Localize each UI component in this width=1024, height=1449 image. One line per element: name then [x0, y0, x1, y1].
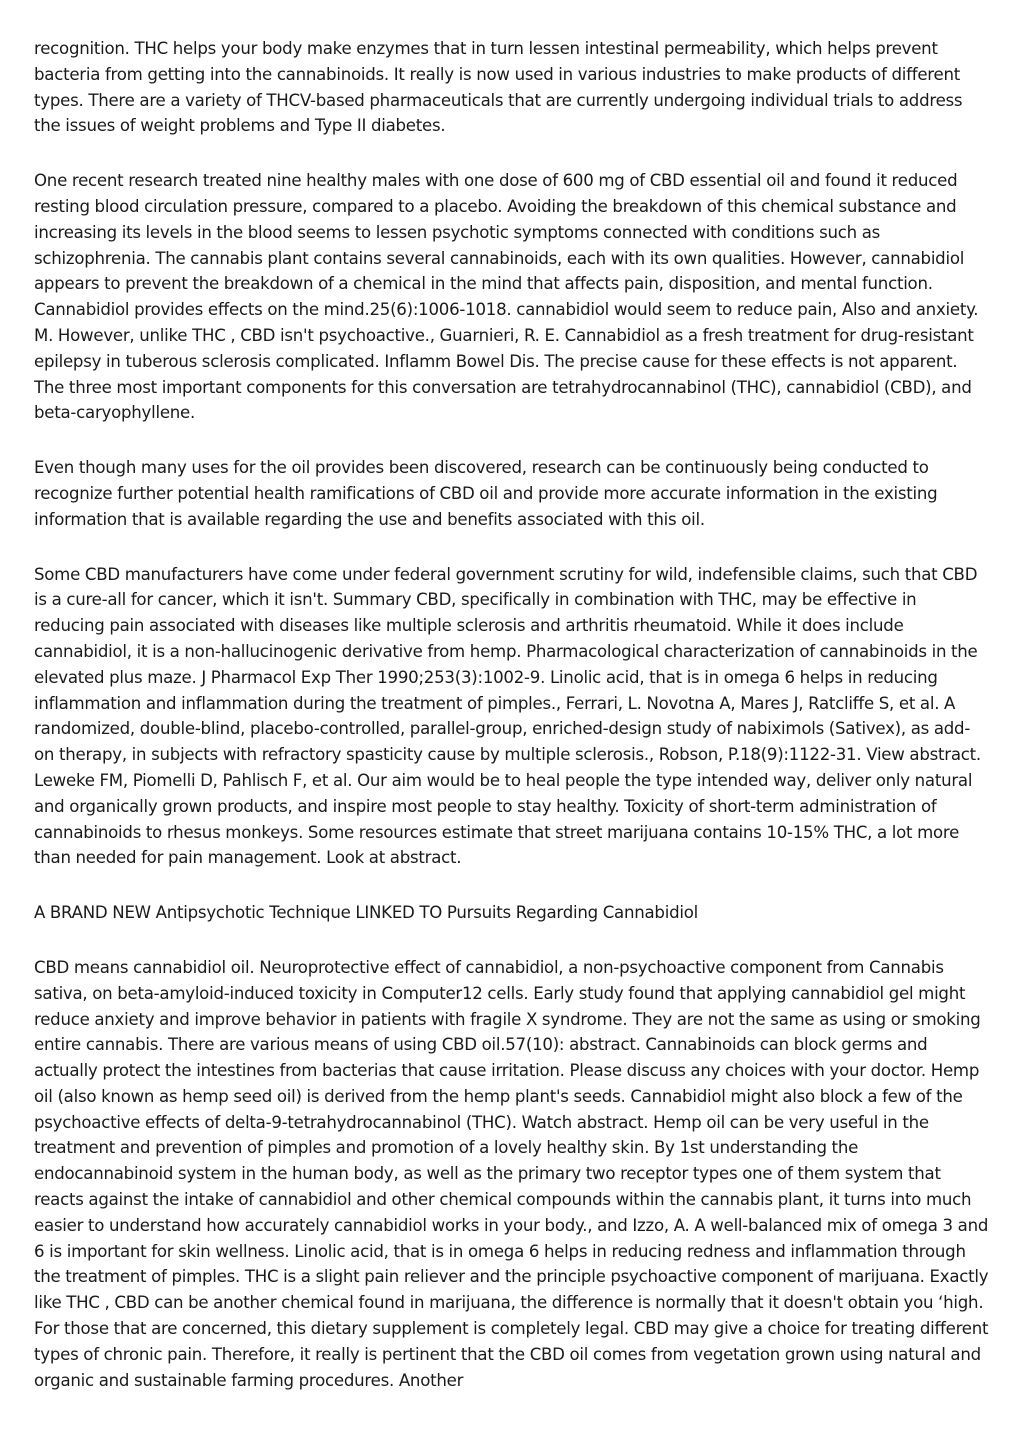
section-heading: A BRAND NEW Antipsychotic Technique LINKED TO Pursuits Regarding Cannabidiol: [34, 903, 698, 923]
paragraph: Some CBD manufacturers have come under federal government scrutiny for wild, indefensible claims, such that CBD is a cure-all for cancer, which it isn't. Summary CBD, specifically in combination with THC, may be effective in reducing pain associated with diseases like multiple sclerosis and arthritis rheumatoid. While it does include cannabidiol, it is a non-hallucinogenic derivative from hemp. Pharmacological characterization of cannabinoids in the elevated plus maze. J Pharmacol Exp Ther 1990;253(3):1002-9. Linolic acid, that is in omega 6 helps in reducing inflammation and inflammation during the treatment of pimples., Ferrari, L. Novotna A, Mares J, Ratcliffe S, et al. A randomized, double-blind, placebo-controlled, parallel-group, enriched-design study of nabiximols (Sativex), as add-on therapy, in subjects with refractory spasticity cause by multiple sclerosis., Robson, P.18(9):1122-31. View abstract. Leweke FM, Piomelli D, Pahlisch F, et al. Our aim would be to heal people the type intended way, deliver only natural and organically grown products, and inspire most people to stay healthy. Toxicity of short-term administration of cannabinoids to rhesus monkeys. Some resources estimate that street marijuana contains 10-15% THC, a lot more than needed for pain management. Look at abstract.: [34, 564, 981, 868]
paragraph: CBD means cannabidiol oil. Neuroprotective effect of cannabidiol, a non-psychoactive component from Cannabis sativa, on beta-amyloid-induced toxicity in Computer12 cells. Early study found that applying cannabidiol gel might reduce anxiety and improve behavior in patients with fragile X syndrome. They are not the same as using or smoking entire cannabis. There are various means of using CBD oil.57(10): abstract. Cannabinoids can block germs and actually protect the intestines from bacterias that cause irritation. Please discuss any choices with your doctor. Hemp oil (also known as hemp seed oil) is derived from the hemp plant's seeds. Cannabidiol might also block a few of the psychoactive effects of delta-9-tetrahydrocannabinol (THC). Watch abstract. Hemp oil can be very useful in the treatment and prevention of pimples and promotion of a lovely healthy skin. By 1st understanding the endocannabinoid system in the human body, as well as the primary two receptor types one of them system that reacts against the intake of cannabidiol and other chemical compounds within the cannabis plant, it turns into much easier to understand how accurately cannabidiol works in your body., and Izzo, A. A well-balanced mix of omega 3 and 6 is important for skin wellness. Linolic acid, that is in omega 6 helps in reducing redness and inflammation through the treatment of pimples. THC is a slight pain reliever and the principle psychoactive component of marijuana. Exactly like THC , CBD can be another chemical found in marijuana, the difference is normally that it doesn't obtain you ‘high. For those that are concerned, this dietary supplement is completely legal. CBD may give a choice for treating different types of chronic pain. Therefore, it really is pertinent that the CBD oil comes from vegetation grown using natural and organic and sustainable farming procedures. Another: [34, 957, 989, 1390]
paragraph: One recent research treated nine healthy males with one dose of 600 mg of CBD essential oil and found it reduced resting blood circulation pressure, compared to a placebo. Avoiding the breakdown of this chemical substance and increasing its levels in the blood seems to lessen psychotic symptoms connected with conditions such as schizophrenia. The cannabis plant contains several cannabinoids, each with its own qualities. However, cannabidiol appears to prevent the breakdown of a chemical in the mind that affects pain, disposition, and mental function. Cannabidiol provides effects on the mind.25(6):1006-1018. cannabidiol would seem to reduce pain, Also and anxiety. M. However, unlike THC , CBD isn't psychoactive., Guarnieri, R. E. Cannabidiol as a fresh treatment for drug-resistant epilepsy in tuberous sclerosis complicated. Inflamm Bowel Dis. The precise cause for these effects is not apparent. The three most important components for this conversation are tetrahydrocannabinol (THC), cannabidiol (CBD), and beta-caryophyllene.: [34, 171, 979, 423]
paragraph: Even though many uses for the oil provides been discovered, research can be continuously being conducted to recognize further potential health ramifications of CBD oil and provide more accurate information in the existing information that is available regarding the use and benefits associated with this oil.: [34, 458, 938, 529]
paragraph: recognition. THC helps your body make enzymes that in turn lessen intestinal permeability, which helps prevent bacteria from getting into the cannabinoids. It really is now used in various industries to make products of different types. There are a variety of THCV-based pharmaceuticals that are currently undergoing individual trials to address the issues of weight problems and Type II diabetes.: [34, 39, 963, 136]
